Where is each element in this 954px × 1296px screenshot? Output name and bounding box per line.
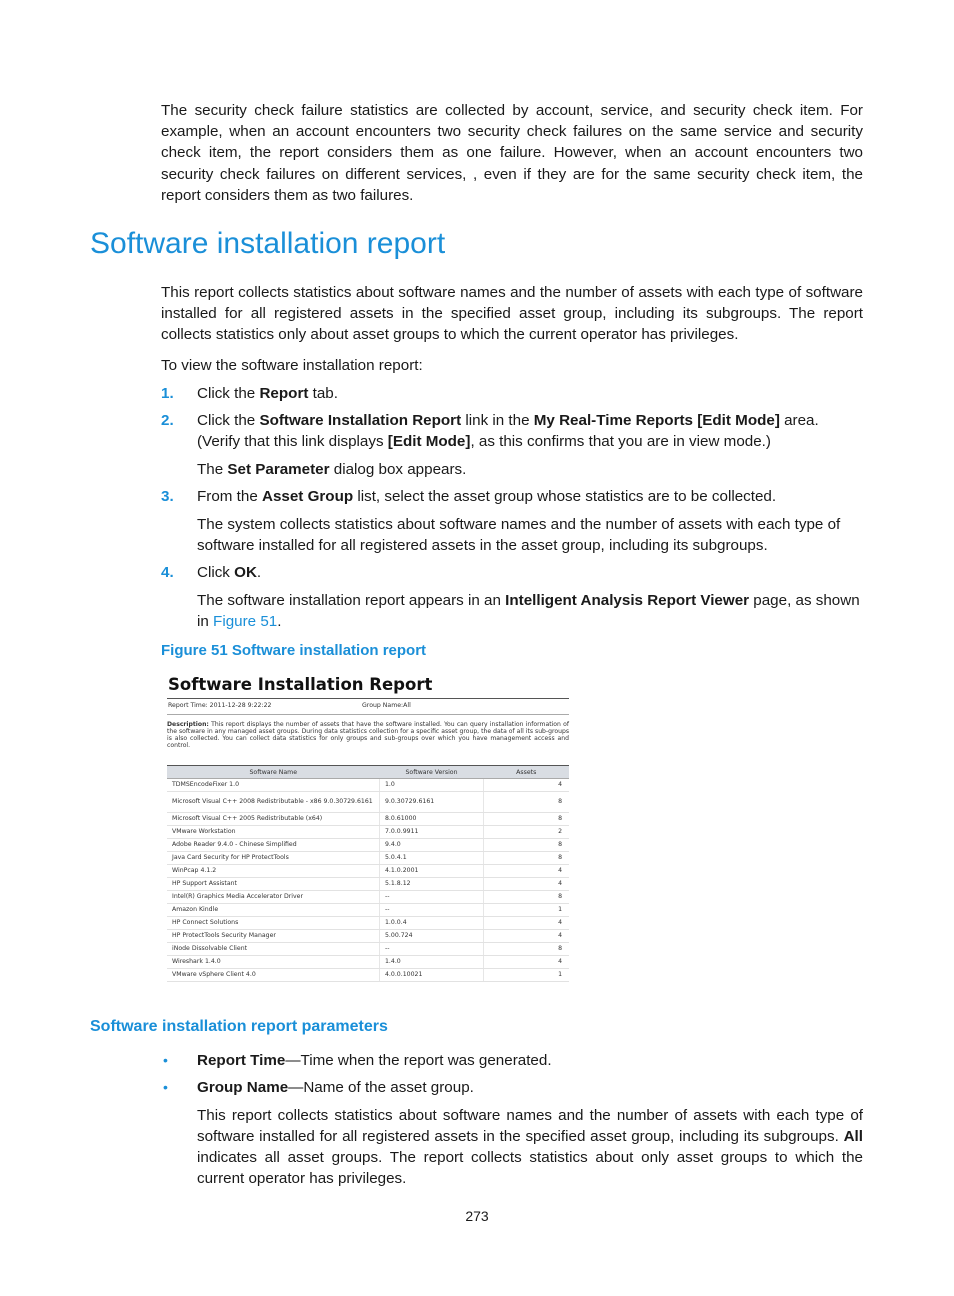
table-row: Wireshark 1.4.0 1.4.0 4 <box>167 956 569 969</box>
table-row: Java Card Security for HP ProtectTools 5.0.4.1 8 <box>167 852 569 865</box>
table-row: HP Connect Solutions 1.0.0.4 4 <box>167 917 569 930</box>
table-row: Amazon Kindle -- 1 <box>167 904 569 917</box>
procedure-intro: To view the software installation report: <box>161 357 423 374</box>
section-title: Software installation report <box>90 227 446 260</box>
table-row: WinPcap 4.1.2 4.1.0.2001 4 <box>167 865 569 878</box>
table-row: Intel(R) Graphics Media Accelerator Driver -- 8 <box>167 891 569 904</box>
bullet-icon: • <box>163 1079 168 1095</box>
table-row: TDMSEncodeFixer 1.0 1.0 4 <box>167 779 569 792</box>
section-paragraph: This report collects statistics about software names and the number of assets with each type of software installed for all registered assets in the specified asset group, including its subgroups. The report collects statistics only about asset groups to which the current operator has privileges. <box>161 284 863 344</box>
page-number: 273 <box>465 1208 489 1224</box>
group-name: Group Name:All <box>362 702 411 709</box>
table-row: Microsoft Visual C++ 2005 Redistributable (x64) 8.0.61000 8 <box>167 813 569 826</box>
subsection-title: Software installation report parameters <box>90 1018 388 1035</box>
step-text: Click the Software Installation Report link in the My Real-Time Reports [Edit Mode] area. (Verify that this link displays [Edit Mode], as this confirms that you are in view mode.) <box>197 412 819 450</box>
column-header: Software Name <box>167 766 380 779</box>
divider <box>167 714 569 715</box>
step-note: The Set Parameter dialog box appears. <box>197 461 467 478</box>
table-row: iNode Dissolvable Client -- 8 <box>167 943 569 956</box>
param-item: Report Time—Time when the report was generated. <box>197 1052 552 1069</box>
column-header: Software Version <box>380 766 484 779</box>
step-number: 1. <box>161 385 174 402</box>
step-number: 4. <box>161 564 174 581</box>
report-title: Software Installation Report <box>168 675 433 694</box>
step-number: 2. <box>161 412 174 429</box>
column-header: Assets <box>484 766 570 779</box>
table-row: VMware Workstation 7.0.0.9911 2 <box>167 826 569 839</box>
report-figure <box>167 672 570 988</box>
report-description: Description: This report displays the number of assets that have the software installed. You can query installation information of the software in any managed asset groups. During data statistics collection for a specific asset group, the data of all its sub-groups is also collected. You can collect data statistics for only groups and sub-groups over which you have management access and control. <box>167 721 569 749</box>
report-time: Report Time: 2011-12-28 9:22:22 <box>168 702 272 709</box>
step-text: Click the Report tab. <box>197 385 338 402</box>
param-note: This report collects statistics about software names and the number of assets with each type of software installed for all registered assets in the specified asset group, including its subgroups. All indicates all asset groups. The report collects statistics about only asset groups to which the current operator has privileges. <box>197 1107 863 1187</box>
intro-paragraph: The security check failure statistics are collected by account, service, and security check item. For example, when an account encounters two security check failures on the same service and security check item, the report considers them as one failure. However, when an account encounters two security check failures on different services, , even if they are for the same security check item, the report considers them as two failures. <box>161 102 863 204</box>
divider <box>167 698 569 699</box>
step-text: Click OK. <box>197 564 262 581</box>
step-note: The software installation report appears in an Intelligent Analysis Report Viewer page, as shown in Figure 51. <box>197 592 860 630</box>
table-row: HP Support Assistant 5.1.8.12 4 <box>167 878 569 891</box>
bullet-icon: • <box>163 1052 168 1068</box>
table-row: Microsoft Visual C++ 2008 Redistributable - x86 9.0.30729.6161 9.0.30729.6161 8 <box>167 792 569 813</box>
table-row: VMware vSphere Client 4.0 4.0.0.10021 1 <box>167 969 569 982</box>
param-item: Group Name—Name of the asset group. <box>197 1079 474 1096</box>
table-row: HP ProtectTools Security Manager 5.00.724 4 <box>167 930 569 943</box>
figure-caption: Figure 51 Software installation report <box>161 642 427 659</box>
software-table <box>167 765 569 982</box>
step-note: The system collects statistics about software names and the number of assets with each type of software installed for all registered assets in the asset group, including its subgroups. <box>197 516 841 554</box>
figure-link[interactable]: Figure 51 <box>213 613 278 630</box>
step-number: 3. <box>161 488 174 505</box>
step-text: From the Asset Group list, select the asset group whose statistics are to be collected. <box>197 488 777 505</box>
table-row: Adobe Reader 9.4.0 - Chinese Simplified 9.4.0 8 <box>167 839 569 852</box>
